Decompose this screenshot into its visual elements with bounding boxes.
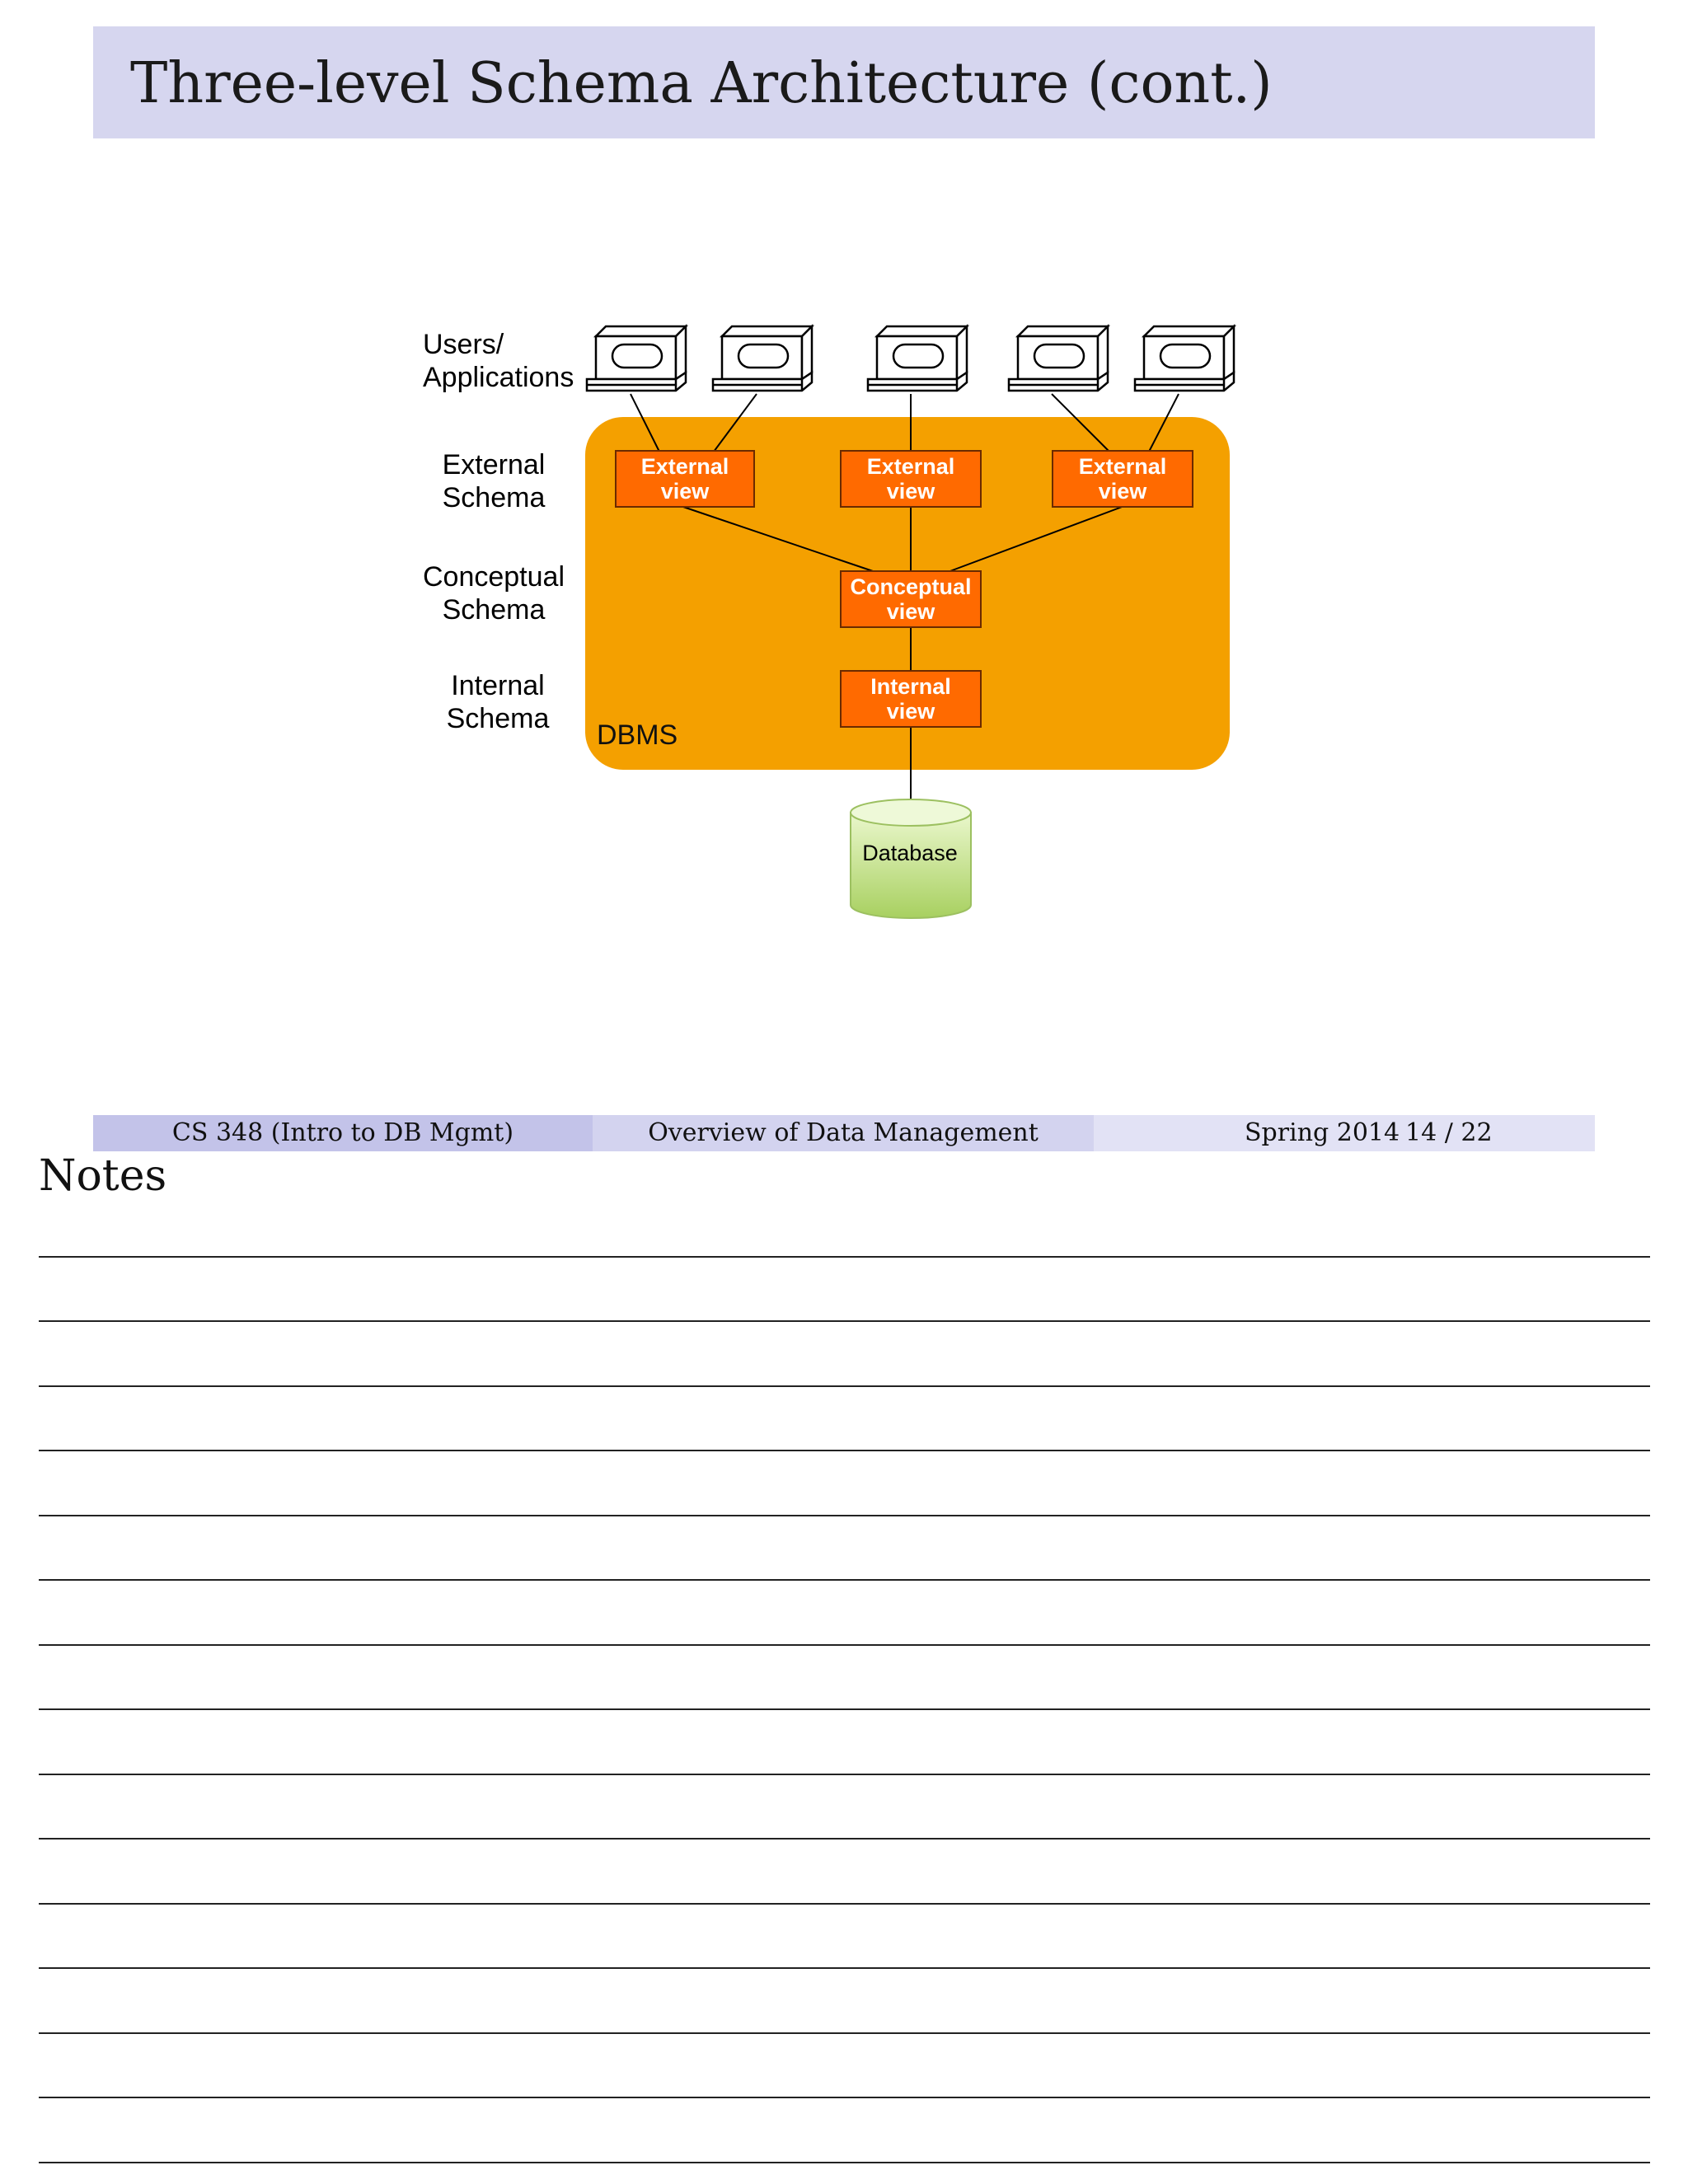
note-line <box>39 1708 1650 1710</box>
external-view-3: External view <box>1052 450 1193 508</box>
conceptual-schema-label: Conceptual Schema <box>422 561 565 626</box>
internal-view: Internal view <box>840 670 982 728</box>
footer-meta <box>1094 1115 1595 1151</box>
computer-icon-3 <box>868 326 967 391</box>
note-line <box>39 1320 1650 1322</box>
note-line <box>39 1450 1650 1451</box>
note-line <box>39 1967 1650 1969</box>
computer-icon-1 <box>587 326 686 391</box>
footer-term: Spring 2014 <box>1245 1118 1400 1147</box>
note-line <box>39 1903 1650 1905</box>
note-line <box>39 1774 1650 1775</box>
notes-heading: Notes <box>39 1151 167 1201</box>
note-line <box>39 2032 1650 2034</box>
note-line <box>39 1385 1650 1387</box>
conceptual-view: Conceptual view <box>840 570 982 628</box>
note-line <box>39 2162 1650 2163</box>
footer-page-number: 14 / 22 <box>1405 1118 1493 1147</box>
slide-title: Three-level Schema Architecture (cont.) <box>130 51 1273 116</box>
note-line <box>39 1838 1650 1840</box>
note-line <box>39 1515 1650 1516</box>
computer-icon-4 <box>1009 326 1108 391</box>
note-line <box>39 1644 1650 1646</box>
internal-schema-label: Internal Schema <box>446 670 550 734</box>
note-line <box>39 2097 1650 2098</box>
note-line <box>39 1256 1650 1258</box>
slide-footer <box>93 1115 1595 1151</box>
dbms-label: DBMS <box>597 719 678 751</box>
users-label: Users/ Applications <box>423 329 574 393</box>
computer-icon-5 <box>1135 326 1234 391</box>
database-label: Database <box>862 841 958 865</box>
external-view-1: External view <box>615 450 755 508</box>
footer-topic: Overview of Data Management <box>593 1115 1094 1151</box>
footer-course: CS 348 (Intro to DB Mgmt) <box>93 1115 593 1151</box>
external-schema-label: External Schema <box>442 449 546 513</box>
computer-icon-2 <box>713 326 812 391</box>
note-line <box>39 1579 1650 1581</box>
external-view-2: External view <box>840 450 982 508</box>
